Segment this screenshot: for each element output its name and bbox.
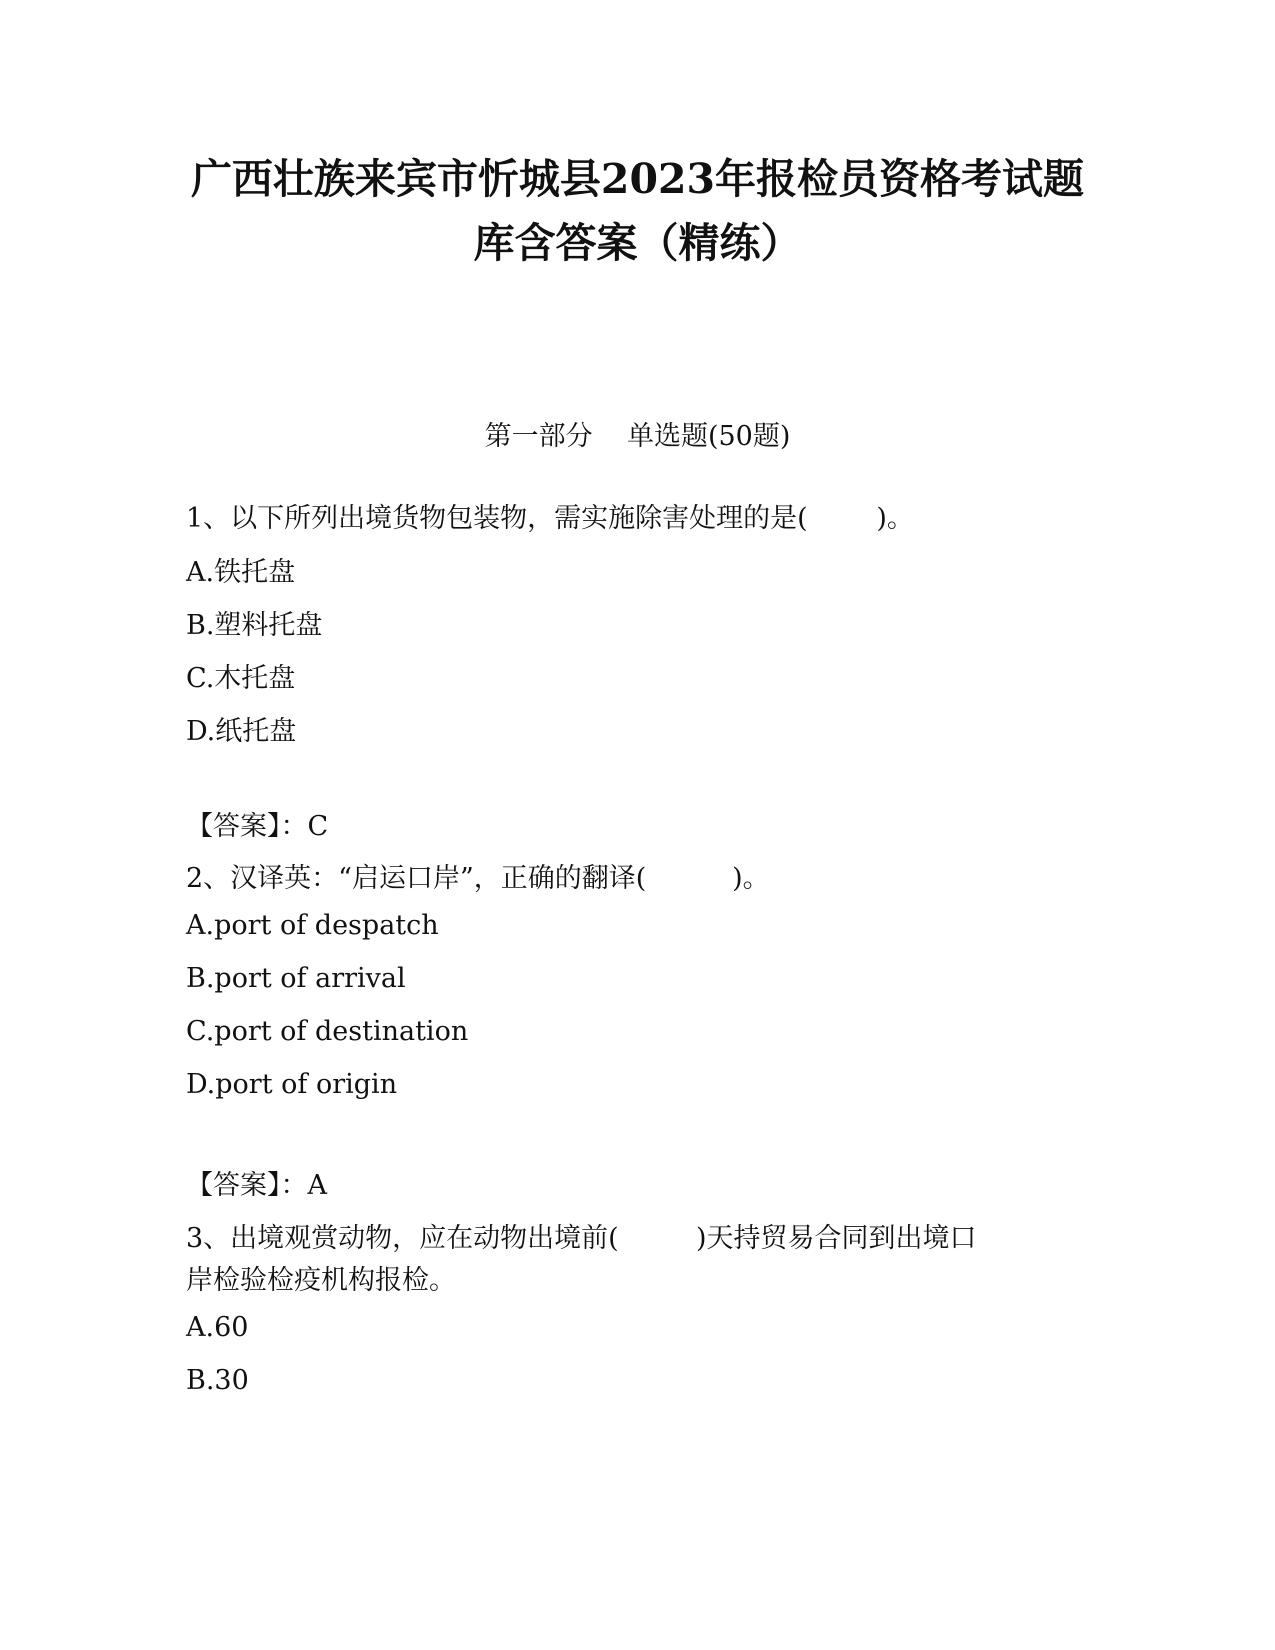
question-3-option-b: B.30 <box>186 1365 249 1396</box>
question-2-option-b: B.port of arrival <box>186 963 406 994</box>
question-1-answer: 【答案】：C <box>186 811 329 842</box>
question-2-option-a: A.port of despatch <box>186 910 439 941</box>
document-title-line-2: 库含答案（精练） <box>473 219 802 267</box>
question-2-answer: 【答案】：A <box>186 1170 327 1201</box>
question-3-option-a: A.60 <box>186 1312 249 1343</box>
question-2-stem: 2、汉译英：“启运口岸”，正确的翻译( )。 <box>186 863 770 894</box>
question-1-option-d: D.纸托盘 <box>186 716 297 747</box>
section-heading: 第一部分 单选题(50题) <box>484 421 791 452</box>
question-1-stem: 1、以下所列出境货物包装物，需实施除害处理的是( )。 <box>186 503 914 534</box>
question-3-stem-line-2: 岸检验检疫机构报检。 <box>186 1265 456 1296</box>
question-2-option-d: D.port of origin <box>186 1069 398 1100</box>
question-1-option-c: C.木托盘 <box>186 663 296 694</box>
question-2-option-c: C.port of destination <box>186 1016 469 1047</box>
document-title-line-1: 广西壮族来宾市忻城县2023年报检员资格考试题 <box>190 155 1085 203</box>
question-1-option-a: A.铁托盘 <box>186 557 296 588</box>
question-3-stem-line-1: 3、出境观赏动物，应在动物出境前( )天持贸易合同到出境口 <box>186 1223 977 1254</box>
question-1-option-b: B.塑料托盘 <box>186 610 323 641</box>
